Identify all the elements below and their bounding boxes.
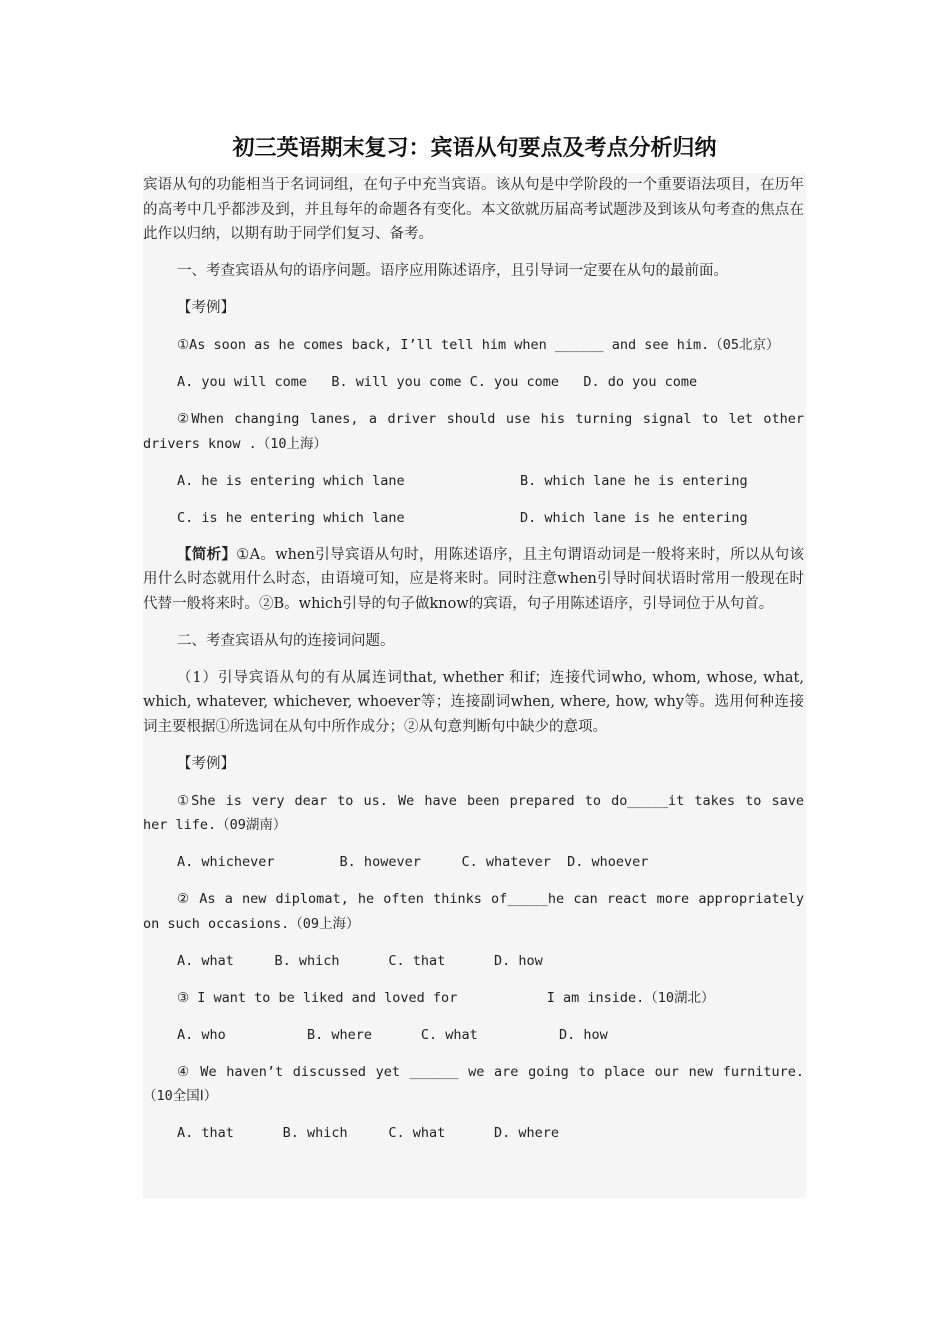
- section1-q2-option-b: B. which lane he is entering: [520, 472, 748, 489]
- intro-paragraph: 宾语从句的功能相当于名词词组，在句子中充当宾语。该从句是中学阶段的一个重要语法项目，在历年的高考中几乎都涉及到，并且每年的命题各有变化。本文欲就历届高考试题涉及到该从句考查的焦点在此作以归纳，以期有助于同学们复习、备考。: [143, 177, 804, 242]
- section2-heading: 二、考查宾语从句的连接词问题。: [177, 632, 395, 649]
- section2-q4-stem: ④ We haven’t discussed yet ______ we are going to place our new furniture.（10全国Ⅰ）: [143, 1063, 804, 1104]
- section2-example-label: 【考例】: [177, 755, 235, 772]
- section2-q3-options: A. who B. where C. what D. how: [177, 1026, 608, 1043]
- section2-rule: （1）引导宾语从句的有从属连词that, whether 和if；连接代词who, whom, whose, what, which, whatever, whichever, whoever等；连接副词when, where, how, why等。选用何种连接词主要根据①所选词在从句中所作成分；②从句意判断句中缺少的意项。: [143, 669, 804, 735]
- analysis-text: ①A。when引导宾语从句时，用陈述语序，且主句谓语动词是一般将来时，所以从句该用什么时态就用什么时态，由语境可知，应是将来时。同时注意when引导时间状语时常用一般现在时代替一般将来时。②B。which引导的句子做know的宾语，句子用陈述语序，引导词位于从句首。: [143, 546, 805, 612]
- page-title: 初三英语期末复习：宾语从句要点及考点分析归纳: [232, 136, 717, 161]
- section1-analysis: [143, 543, 804, 617]
- section1-q2-options-row1: [143, 469, 804, 494]
- section1-example-label: 【考例】: [177, 300, 235, 316]
- section2-q2-options: A. what B. which C. that D. how: [177, 952, 543, 969]
- section2-q2-stem: ② As a new diplomat, he often thinks of_____he can react more appropriately on such occasions.（09上海）: [143, 891, 804, 932]
- section2-q1-options: A. whichever B. however C. whatever D. whoever: [177, 854, 649, 870]
- section1-q2-option-c: C. is he entering which lane: [177, 509, 405, 526]
- section1-q1-stem: ①As soon as he comes back, I’ll tell him when ______ and see him.（05北京）: [177, 337, 780, 353]
- section1-q2-stem: ②When changing lanes, a driver should use his turning signal to let other drivers know .（10上海）: [143, 411, 804, 452]
- section1-q2-options-row2: [143, 506, 804, 531]
- section1-heading: 一、考查宾语从句的语序问题。语序应用陈述语序，且引导词一定要在从句的最前面。: [177, 263, 728, 279]
- section2-q3-stem: ③ I want to be liked and loved for I am inside.（10湖北）: [177, 989, 715, 1006]
- section2-q4-options: A. that B. which C. what D. where: [177, 1125, 560, 1141]
- document-body: [143, 173, 806, 1198]
- section2-q1-stem: ①She is very dear to us. We have been prepared to do_____it takes to save her life.（09湖南）: [143, 792, 804, 833]
- section1-q2-option-d: D. which lane is he entering: [520, 509, 748, 526]
- analysis-label: 【简析】: [177, 545, 237, 563]
- section1-q2-option-a: A. he is entering which lane: [177, 472, 405, 489]
- section1-q1-options: A. you will come B. will you come C. you come D. do you come: [177, 374, 698, 390]
